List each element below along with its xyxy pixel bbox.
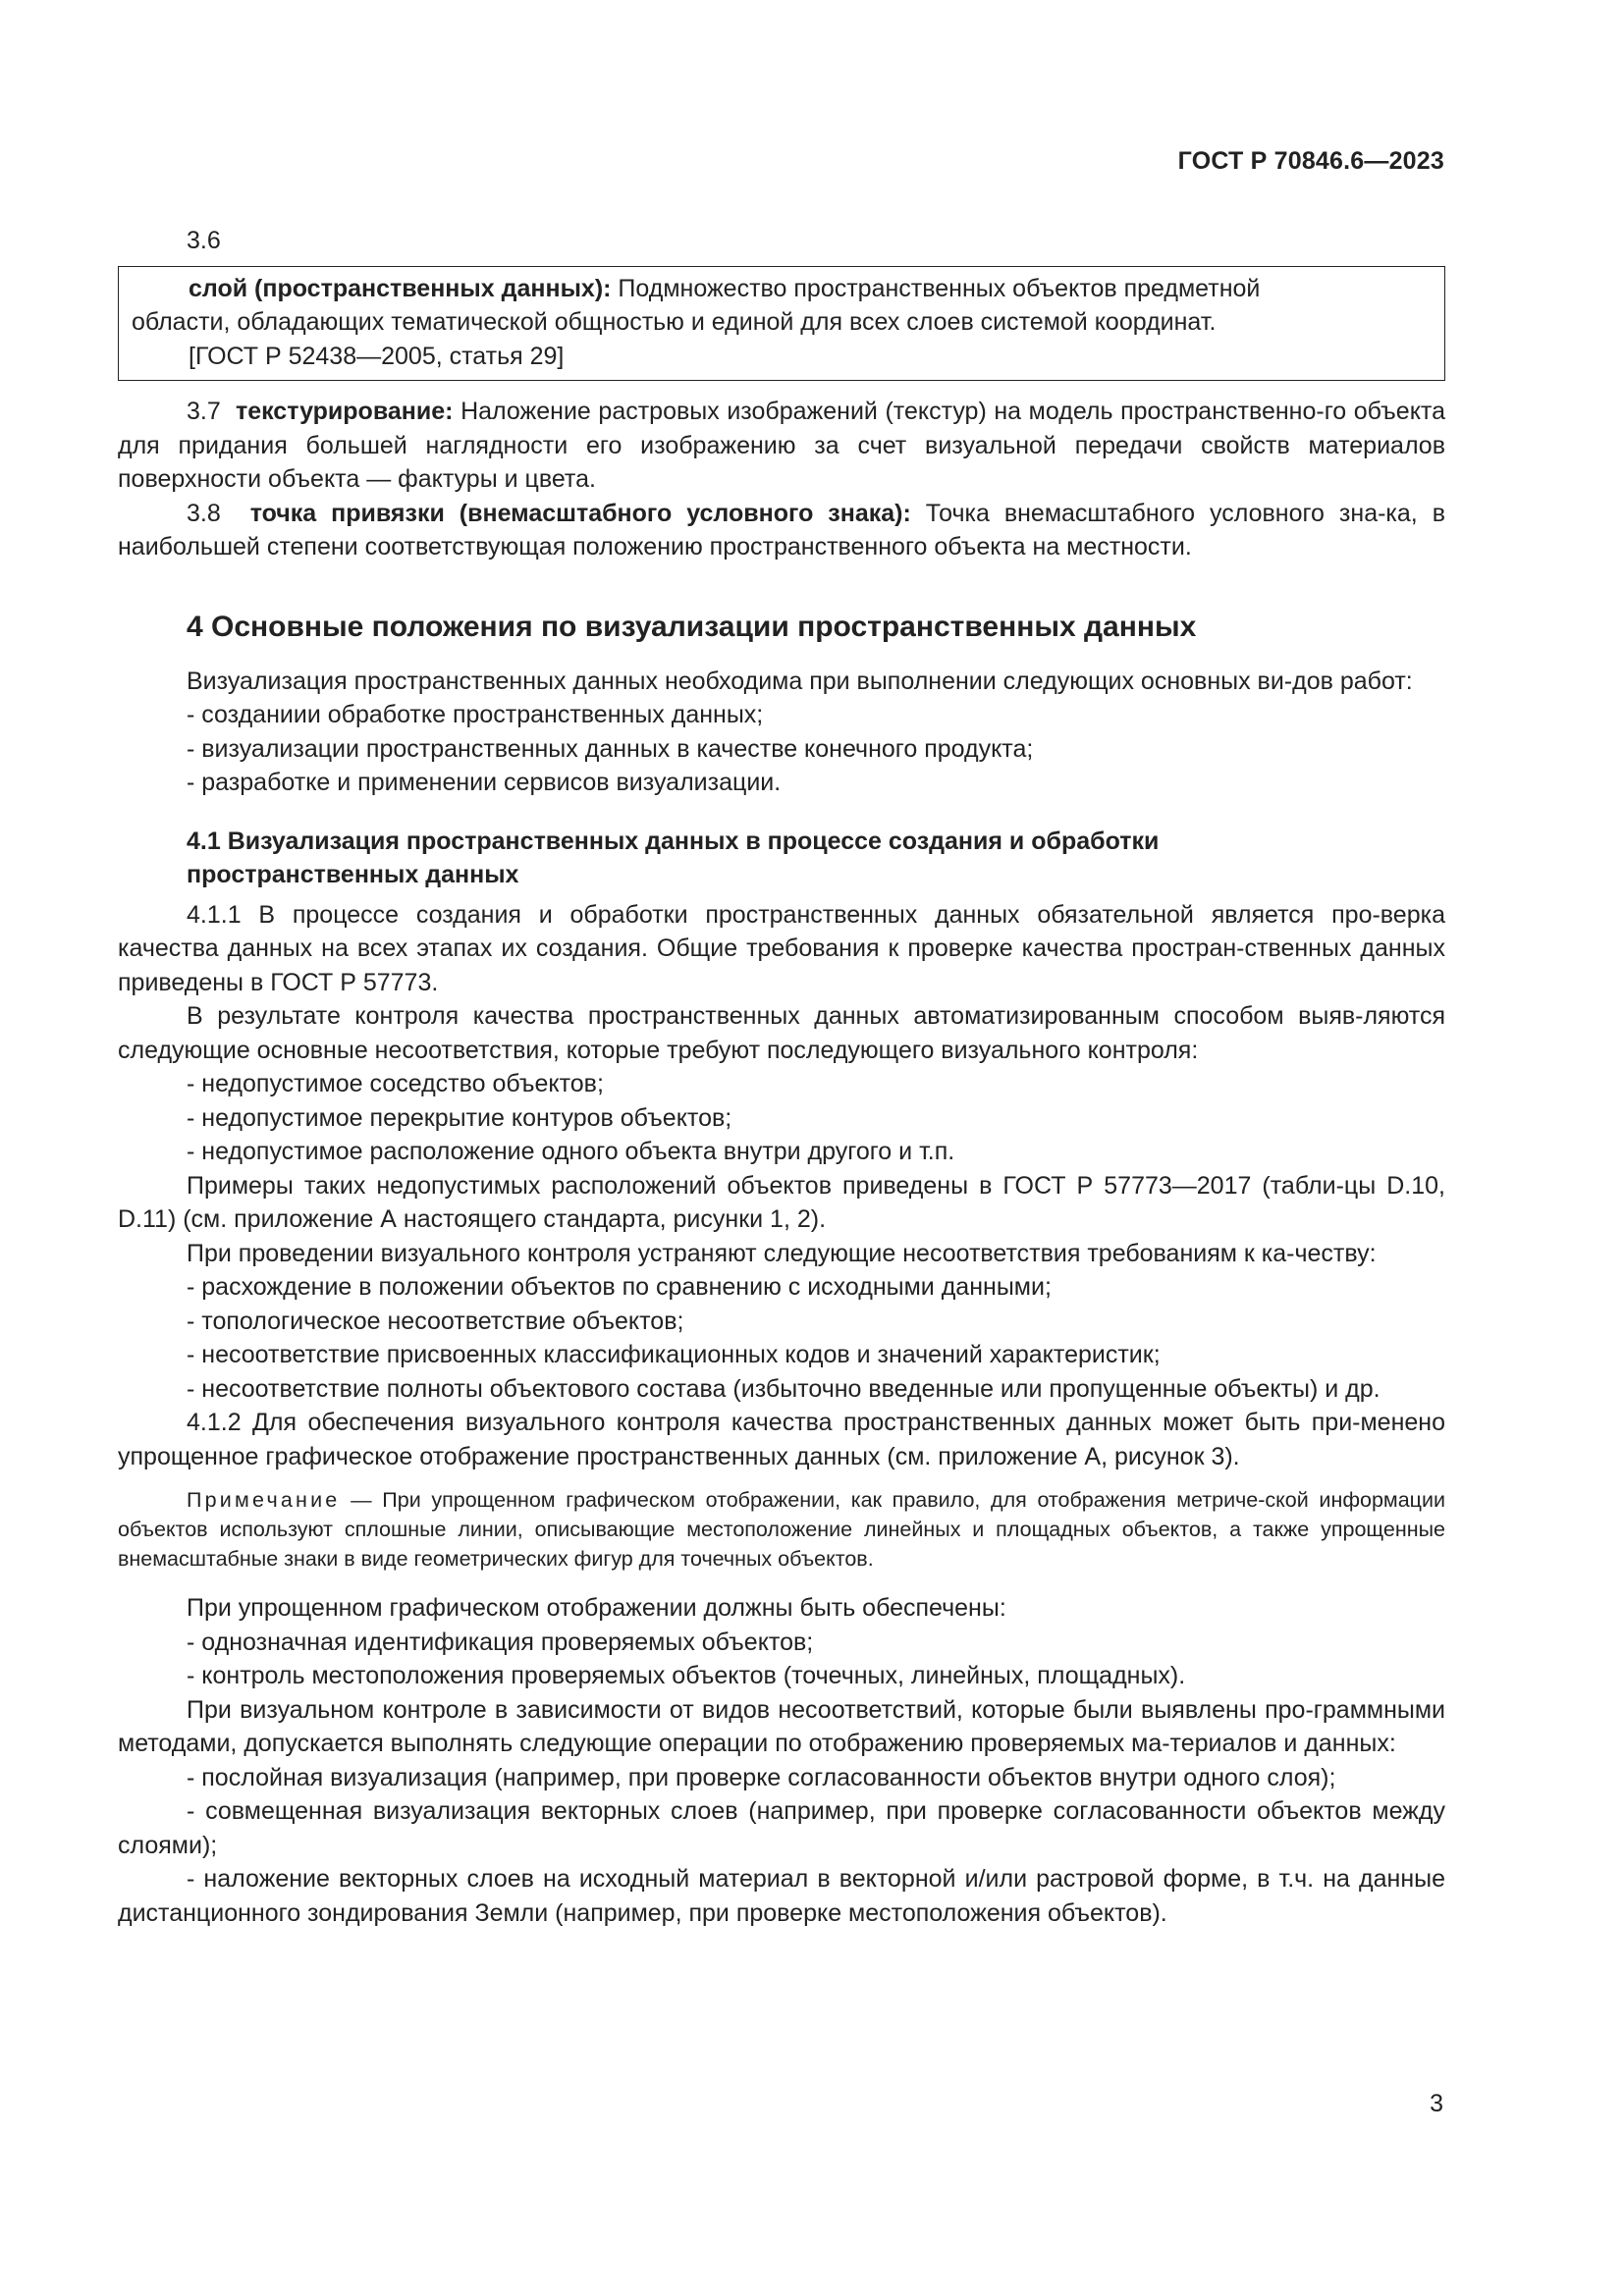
section-4-item-3: - разработке и применении сервисов визуализации. xyxy=(187,769,782,796)
term-3-6-line1 xyxy=(189,272,1433,306)
document-header: ГОСТ Р 70846.6—2023 xyxy=(1177,147,1444,175)
list3-item-1: - однозначная идентификация проверяемых объектов; xyxy=(187,1628,814,1656)
term-3-7-definition: Наложение растровых изображений (текстур) на модель пространственно-го объекта для придания большей наглядности его изображению за счет визуальной передачи свойств материалов поверхности объекта — фактуры и цвета. xyxy=(118,398,1445,493)
note-label: Примечание xyxy=(187,1488,341,1512)
section-4-1-title xyxy=(187,825,1445,891)
page-content xyxy=(118,224,1445,1930)
term-3-7-number: 3.7 xyxy=(187,398,221,425)
term-3-6-number: 3.6 xyxy=(187,227,221,254)
section-4-intro: Визуализация пространственных данных необходима при выполнении следующих основных ви-дов работ: xyxy=(187,667,1413,695)
section-4-1-title-line2: пространственных данных xyxy=(187,860,519,888)
term-3-7 xyxy=(118,395,1445,497)
term-3-8-term: точка привязки (внемасштабного условного знака): xyxy=(249,499,911,527)
paragraph-operations: При визуальном контроле в зависимости от видов несоответствий, которые были выявлены про-граммными методами, допускается выполнять следующие операции по отображению проверяемых ма-териалов и данных: xyxy=(118,1695,1445,1757)
paragraph-simplified-display: При упрощенном графическом отображении должны быть обеспечены: xyxy=(187,1594,1006,1622)
page-number: 3 xyxy=(1430,2090,1443,2117)
term-3-8-definition: Точка внемасштабного условного зна-ка, в наибольшей степени соответствующая положению пространственного объекта на местности. xyxy=(118,499,1445,561)
paragraph-4-1-1: 4.1.1 В процессе создания и обработки пространственных данных обязательной является про-верка качества данных на всех этапах их создания. Общие требования к проверке качества простран-ственных данных приведены в ГОСТ Р 57773. xyxy=(118,900,1445,996)
list1-item-1: - недопустимое соседство объектов; xyxy=(187,1070,604,1097)
list2-item-2: - топологическое несоответствие объектов; xyxy=(187,1307,684,1335)
list3-item-2: - контроль местоположения проверяемых объектов (точечных, линейных, площадных). xyxy=(187,1662,1186,1689)
term-3-7-term: текстурирование: xyxy=(235,398,454,425)
list2-item-3: - несоответствие присвоенных классификационных кодов и значений характеристик; xyxy=(187,1341,1161,1368)
list1-item-3: - недопустимое расположение одного объекта внутри другого и т.п. xyxy=(187,1138,955,1165)
list2-item-1: - расхождение в положении объектов по сравнению с исходными данными; xyxy=(187,1273,1052,1301)
term-3-6-source: [ГОСТ Р 52438—2005, статья 29] xyxy=(189,342,565,370)
list4-item-2: - совмещенная визуализация векторных слоев (например, при проверке согласованности объектов между слоями); xyxy=(118,1797,1445,1859)
list2-item-4: - несоответствие полноты объектового состава (избыточно введенные или пропущенные объекты) и др. xyxy=(187,1374,1380,1403)
term-3-8-number: 3.8 xyxy=(187,499,221,527)
section-4-1-title-line1: 4.1 Визуализация пространственных данных в процессе создания и обработки xyxy=(187,827,1160,855)
paragraph-visual-control: При проведении визуального контроля устраняют следующие несоответствия требованиям к ка-честву: xyxy=(187,1239,1377,1267)
list1-item-2: - недопустимое перекрытие контуров объектов; xyxy=(187,1103,732,1132)
paragraph-examples: Примеры таких недопустимых расположений объектов приведены в ГОСТ Р 57773—2017 (табли-цы D.10, D.11) (см. приложение А настоящего стандарта, рисунки 1, 2). xyxy=(118,1171,1445,1233)
term-3-6-box xyxy=(118,266,1445,382)
term-3-6-definition-line1: Подмножество пространственных объектов предметной xyxy=(618,274,1261,302)
term-3-6-definition-line2: области, обладающих тематической общностью и единой для всех слоев системой координат. xyxy=(132,308,1217,336)
term-3-8 xyxy=(118,497,1445,564)
paragraph-auto-control: В результате контроля качества пространственных данных автоматизированным способом выяв-ляются следующие основные несоответствия, которые требуют последующего визуального контроля: xyxy=(118,1002,1445,1064)
section-4-title: 4 Основные положения по визуализации пространственных данных xyxy=(187,610,1197,643)
section-4-item-1: - созданиии обработке пространственных данных; xyxy=(187,701,764,728)
list4-item-3: - наложение векторных слоев на исходный материал в векторной и/или растровой форме, в т.ч. на данные дистанционного зондирования Земли (например, при проверке местоположения объектов). xyxy=(118,1865,1445,1927)
note-text: — При упрощенном графическом отображении, как правило, для отображения метриче-ской информации объектов используют сплошные линии, описывающие местоположение линейных и площадных объектов, а также упрощенные внемасштабные знаки в виде геометрических фигур для точечных объектов. xyxy=(118,1488,1445,1571)
term-3-6-term: слой (пространственных данных): xyxy=(189,274,612,302)
note xyxy=(118,1485,1445,1574)
list4-item-1: - послойная визуализация (например, при проверке согласованности объектов внутри одного слоя); xyxy=(187,1763,1336,1791)
section-4-item-2: - визуализации пространственных данных в качестве конечного продукта; xyxy=(187,734,1034,763)
paragraph-4-1-2: 4.1.2 Для обеспечения визуального контроля качества пространственных данных может быть при-менено упрощенное графическое отображение пространственных данных (см. приложение А, рисунок 3). xyxy=(118,1409,1445,1470)
